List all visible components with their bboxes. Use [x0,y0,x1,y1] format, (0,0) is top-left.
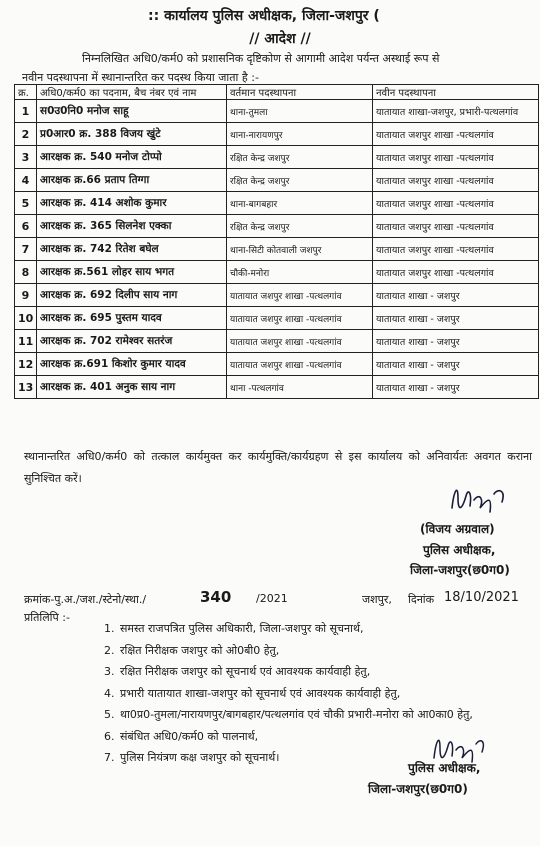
table-row [15,307,539,330]
row-sno: 9 [15,284,37,307]
row-sno: 13 [15,376,37,399]
header-new-posting: नवीन पदस्थापना [373,85,539,100]
order-heading: // आदेश // [249,31,311,47]
table-row [15,353,539,376]
table-row [15,215,539,238]
row-name: आरक्षक क्र. 695 पुस्तम यादव [37,307,227,330]
row-new-posting: यातायात जशपुर शाखा -पत्थलगांव [373,238,539,261]
table-row [15,261,539,284]
row-current-posting: यातायात जशपुर शाखा -पत्थलगांव [227,307,373,330]
row-sno: 12 [15,353,37,376]
header-name: अधि0/कर्म0 का पदनाम, बैच नंबर एवं नाम [37,85,227,100]
memo-date-label: दिनांक [408,593,435,606]
row-current-posting: रक्षित केन्द्र जशपुर [227,146,373,169]
memo-year: /2021 [256,592,288,605]
row-current-posting: रक्षित केन्द्र जशपुर [227,215,373,238]
row-current-posting: चौकी-मनोरा [227,261,373,284]
list-item: 7. पुलिस नियंत्रण कक्ष जशपुर को सूचनार्थ। [104,751,280,764]
signature-2-district: जिला-जशपुर(छ0ग0) [368,782,468,796]
table-row [15,169,539,192]
table-row [15,330,539,353]
row-current-posting: थाना-तुमला [227,100,373,123]
transfer-table [14,84,539,399]
row-new-posting: यातायात शाखा-जशपुर, प्रभारी-पत्थलगांव [373,100,539,123]
row-new-posting: यातायात जशपुर शाखा -पत्थलगांव [373,261,539,284]
copy-item-text: प्रभारी यातायात शाखा-जशपुर को सूचनार्थ एवं आवश्यक कार्यवाही हेतु, [120,686,401,700]
list-item: 1. समस्त राजपत्रित पुलिस अधिकारी, जिला-जशपुर को सूचनार्थ, [104,622,364,635]
memo-number-prefix: क्रमांक-पु.अ./जश./स्टेनो/स्था./ [24,593,147,606]
row-name: आरक्षक क्र. 365 सिलनेश एक्का [37,215,227,238]
office-title: :: कार्यालय पुलिस अधीक्षक, जिला-जशपुर ( [148,8,380,24]
row-name: आरक्षक क्र. 702 रामेश्वर सतरंज [37,330,227,353]
signature-2-designation: पुलिस अधीक्षक, [408,761,481,775]
row-name: आरक्षक क्र. 401 अनुक साय नाग [37,376,227,399]
table-row [15,100,539,123]
table-row [15,284,539,307]
table-header-row [15,85,539,100]
instruction-paragraph: स्थानान्तरित अधि0/कर्म0 को तत्काल कार्यमुक्त कर कार्यमुक्ति/कार्यग्रहण से इस कार्यालय को अनिवार्यतः अवगत कराना सुनिश्चित करें। [24,450,532,485]
intro-line-2: नवीन पदस्थापना में स्थानान्तरित कर पदस्थ किया जाता है :- [22,71,259,84]
row-sno: 5 [15,192,37,215]
signature-1-name: (विजय अग्रवाल) [420,522,495,536]
row-current-posting: थाना-सिटी कोतवाली जशपुर [227,238,373,261]
row-current-posting: थाना-नारायणपुर [227,123,373,146]
intro-line-1: निम्नलिखित अधि0/कर्म0 को प्रशासनिक दृष्टिकोण से आगामी आदेश पर्यन्त अस्थाई रूप से [82,52,440,65]
row-new-posting: यातायात शाखा - जशपुर [373,353,539,376]
signature-1-district: जिला-जशपुर(छ0ग0) [410,563,510,577]
row-sno: 10 [15,307,37,330]
list-item: 2. रक्षित निरीक्षक जशपुर को ओ0बी0 हेतु, [104,643,280,657]
list-item: 6. संबंधित अधि0/कर्म0 को पालनार्थ, [104,729,259,743]
row-new-posting: यातायात जशपुर शाखा -पत्थलगांव [373,146,539,169]
row-sno: 7 [15,238,37,261]
row-name: स0उ0नि0 मनोज साहू [37,100,227,123]
row-sno: 2 [15,123,37,146]
row-name: आरक्षक क्र. 742 रितेश बघेल [37,238,227,261]
row-name: आरक्षक क्र.66 प्रताप तिग्गा [37,169,227,192]
copy-list [104,618,473,769]
table-row [15,123,539,146]
memo-number: 340 [200,588,232,606]
copy-item-text: संबंधित अधि0/कर्म0 को पालनार्थ, [120,729,259,743]
table-row [15,238,539,261]
row-sno: 8 [15,261,37,284]
row-new-posting: यातायात शाखा - जशपुर [373,330,539,353]
list-item: 3. रक्षित निरीक्षक जशपुर को सूचनार्थ एवं आवश्यक कार्यवाही हेतु, [104,665,371,678]
row-new-posting: यातायात जशपुर शाखा -पत्थलगांव [373,169,539,192]
row-new-posting: यातायात जशपुर शाखा -पत्थलगांव [373,215,539,238]
row-current-posting: यातायात जशपुर शाखा -पत्थलगांव [227,353,373,376]
list-item: 4. प्रभारी यातायात शाखा-जशपुर को सूचनार्थ एवं आवश्यक कार्यवाही हेतु, [104,686,401,700]
memo-date: 18/10/2021 [444,590,519,605]
row-name: प्र0आर0 क्र. 388 विजय खुंटे [37,123,227,146]
row-new-posting: यातायात जशपुर शाखा -पत्थलगांव [373,123,539,146]
row-name: आरक्षक क्र.561 लोहर साय भगत [37,261,227,284]
row-sno: 6 [15,215,37,238]
table-row [15,376,539,399]
row-sno: 11 [15,330,37,353]
header-sno: क्र. [15,85,37,100]
row-name: आरक्षक क्र. 414 अशोक कुमार [37,192,227,215]
row-name: आरक्षक क्र. 540 मनोज टोप्पो [37,146,227,169]
copy-item-text: रक्षित निरीक्षक जशपुर को ओ0बी0 हेतु, [120,643,280,657]
table-row [15,192,539,215]
row-name: आरक्षक क्र.691 किशोर कुमार यादव [37,353,227,376]
row-current-posting: थाना -पत्थलगांव [227,376,373,399]
signature-1-designation: पुलिस अधीक्षक, [423,543,496,557]
row-sno: 1 [15,100,37,123]
copy-item-text: पुलिस नियंत्रण कक्ष जशपुर को सूचनार्थ। [120,751,280,764]
copy-item-text: रक्षित निरीक्षक जशपुर को सूचनार्थ एवं आवश्यक कार्यवाही हेतु, [120,665,371,678]
row-current-posting: यातायात जशपुर शाखा -पत्थलगांव [227,284,373,307]
header-current-posting: वर्तमान पदस्थापना [227,85,373,100]
row-current-posting: थाना-बागबहार [227,192,373,215]
row-new-posting: यातायात शाखा - जशपुर [373,284,539,307]
table-row [15,146,539,169]
row-current-posting: रक्षित केन्द्र जशपुर [227,169,373,192]
row-current-posting: यातायात जशपुर शाखा -पत्थलगांव [227,330,373,353]
list-item: 5. था0प्र0-तुमला/नारायणपुर/बागबहार/पत्थलगांव एवं चौकी प्रभारी-मनोरा को आ0का0 हेतु, [104,708,473,721]
row-sno: 4 [15,169,37,192]
handwritten-signature-1 [444,478,514,524]
memo-place: जशपुर, [362,593,392,606]
row-name: आरक्षक क्र. 692 दिलीप साय नाग [37,284,227,307]
row-new-posting: यातायात शाखा - जशपुर [373,307,539,330]
copy-label: प्रतिलिपि :- [24,611,70,624]
row-new-posting: यातायात शाखा - जशपुर [373,376,539,399]
copy-item-text: समस्त राजपत्रित पुलिस अधिकारी, जिला-जशपुर को सूचनार्थ, [120,622,364,635]
copy-item-text: था0प्र0-तुमला/नारायणपुर/बागबहार/पत्थलगांव एवं चौकी प्रभारी-मनोरा को आ0का0 हेतु, [120,708,473,721]
row-new-posting: यातायात जशपुर शाखा -पत्थलगांव [373,192,539,215]
row-sno: 3 [15,146,37,169]
